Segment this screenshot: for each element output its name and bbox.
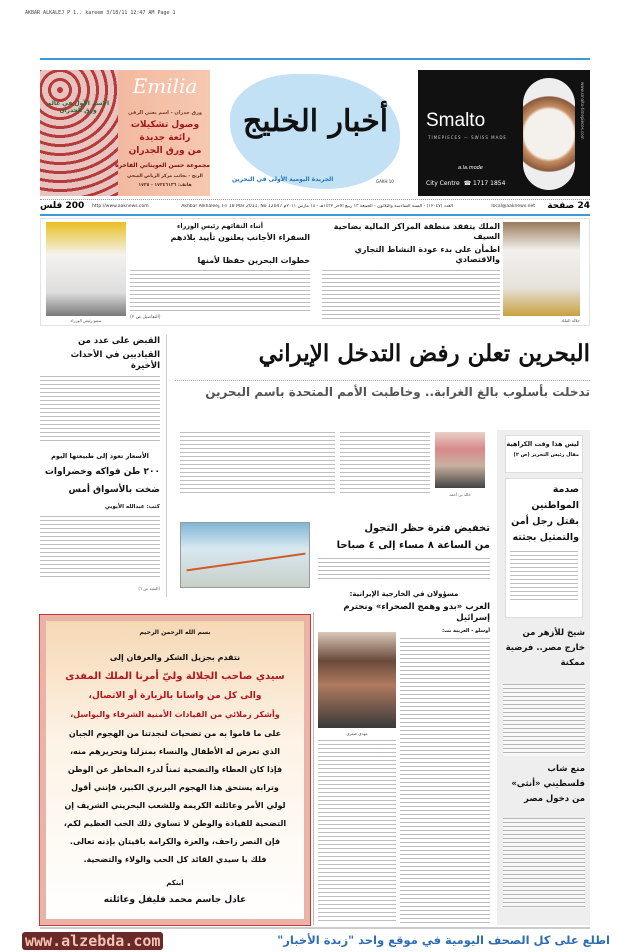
ad-line: سيدي صاحب الجلالة وليّ أمرنا الملك المفدى <box>65 671 285 682</box>
masthead <box>218 70 413 196</box>
curfew-map <box>180 522 310 588</box>
iran-story-text-2 <box>318 740 396 924</box>
minister-photo <box>435 432 485 488</box>
iran-kicker[interactable]: مسؤولان في الخارجية الإيرانية: <box>349 590 459 598</box>
top-rule <box>40 58 590 60</box>
ad-line: لولي الأمر وعائلته الكريمة وللشعب البحريني الشريف إن <box>64 801 286 810</box>
editorial-headline: ليس هذا وقت الكراهية <box>506 440 579 448</box>
safari-photo <box>318 632 396 728</box>
arrests-headline-2[interactable]: القياديين في الأحداث الأخيرة <box>70 350 160 371</box>
ad-line: رائعة جديدة <box>139 133 191 143</box>
route-line <box>186 553 305 572</box>
ad-line: وترابه يستحق هذا الهجوم البربري الكبير، فإنني أقول <box>71 783 279 792</box>
iran-story-text <box>400 638 490 924</box>
emilia-ad[interactable] <box>40 70 210 196</box>
story-dateline: أوسلو - العربية نت: <box>442 628 490 634</box>
dateline-bar <box>40 199 590 213</box>
website: http://www.aaknews.com <box>92 204 149 209</box>
photo-caption: خالد بن أحمد <box>449 492 471 497</box>
byline: كتب: عبدالله الأيوبي <box>104 504 160 510</box>
ad-line: نتقدم بجزيل الشكر والعرفان إلى <box>109 653 241 662</box>
column-divider <box>166 335 167 597</box>
iran-headline[interactable]: العرب «بدو وهمج الصحراء» ونحترم إسرائيل <box>343 602 490 623</box>
ad-line: الذي تعرض له الأطفال والنساء بمنزلنا وتحريرهم منه، <box>70 747 280 756</box>
curfew-headline-2[interactable]: من الساعة ٨ مساء إلى ٤ صباحا <box>336 540 490 551</box>
smalto-ad[interactable] <box>418 70 590 196</box>
email: local@aaknews.net <box>491 204 535 209</box>
banner-message: اطلع على كل الصحف اليومية في موقع واحد "زبدة الأخبار" <box>277 933 610 947</box>
ad-retailer: a.la.mode <box>458 165 483 171</box>
ad-side-text: الاسم الأول في عالم ورق الجدران <box>46 100 110 114</box>
pm-headline-2[interactable]: خطوات البحرين حفظا لأمنها <box>197 256 310 265</box>
continued-ref: (التفاصيل ص ٢) <box>130 315 161 320</box>
prices-headline[interactable]: ٢٠٠ طن فواكه وخضراوات <box>44 467 160 477</box>
ad-line: فإذا كان العطاء والتضحية ثمناً لدرء المخاطر عن الوطن <box>67 765 283 774</box>
photo-caption: مهدي صفري <box>346 731 368 736</box>
arrests-story-text <box>40 376 160 442</box>
main-headline[interactable]: البحرين تعلن رفض التدخل الإيراني <box>258 340 590 367</box>
ad-line: على ما قاموا به من تضحيات لنجدتنا من الهجوم الجبان <box>68 729 282 738</box>
masthead-tagline: الجريدة اليومية الأولى في البحرين <box>232 176 334 183</box>
ad-line: هاتف: ١٧٢٤٦١٣٦ - ١٧٢٥ <box>138 183 192 188</box>
pm-headline[interactable]: السفراء الأجانب يعلنون تأييد بلادهم <box>170 233 310 242</box>
signature-intro: ابنكم <box>166 879 184 887</box>
ad-line: من ورق الجدران <box>128 146 202 156</box>
ad-url: www.smalto-timepieces.com <box>580 82 585 140</box>
masthead-title: أخبار الخليج <box>242 104 389 139</box>
prices-kicker[interactable]: الأسعار تعود إلى طبيعتها اليوم <box>51 452 149 460</box>
main-story-text <box>340 432 430 495</box>
masthead-code: GAKH 10 <box>376 179 394 184</box>
watch-image <box>523 78 575 190</box>
main-subhead[interactable]: تدخلت بأسلوب بالغ الغرابة.. وخاطبت الأمم المتحدة باسم البحرين <box>175 380 590 400</box>
continued-ref: (البقية ص ٦) <box>138 586 160 591</box>
pm-photo <box>46 222 126 316</box>
story-box[interactable] <box>505 478 583 618</box>
editorial-ref: مقال رئيس التحرير (ص ٢) <box>513 452 579 458</box>
ad-brand: Emilia <box>132 74 198 98</box>
photo-caption: سمو رئيس الوزراء <box>70 318 102 323</box>
basmala: بسم الله الرحمن الرحيم <box>139 629 211 636</box>
palestinian-story-text <box>503 818 585 908</box>
ad-line: الزنج - بجانب مركز الرياض الصحي <box>127 174 203 179</box>
price: 200 فلس <box>40 201 85 211</box>
pm-kicker[interactable]: أثناء التقائهم رئيس الوزراء <box>177 222 263 230</box>
bottom-rule <box>40 927 590 929</box>
king-headline[interactable]: اطمأن على بدء عودة النشاط التجاري والاقتصادي <box>354 245 500 264</box>
ad-line: فلك يا سيدي القائد كل الحب والولاء والتضحية. <box>83 855 267 864</box>
azhar-headline[interactable]: شيخ للأزهر من خارج مصر.. فرضية ممكنة <box>505 628 585 668</box>
story-headline: صدمة المواطنين بقتل رجل أمن والتمثيل بجثته <box>511 484 579 543</box>
dateline-rule <box>40 214 590 216</box>
prices-headline-2[interactable]: ضخت بالأسواق أمس <box>68 485 160 495</box>
ad-line: وأشكر زملائي من القيادات الأمنية الشرفاء والبواسل، <box>70 710 280 719</box>
ad-line: وصول تشكيلات <box>130 120 200 130</box>
main-story-text-2 <box>180 432 335 495</box>
ad-line: التضحية للقيادة والوطن لا تساوي ذلك الحب العظيم لكم، <box>63 819 287 828</box>
ad-phone: ☎ 1717 1854 <box>463 180 506 187</box>
banner-url[interactable]: www.alzebda.com <box>22 932 163 950</box>
curfew-headline[interactable]: تخفيض فترة حظر التجول <box>364 523 490 534</box>
arrests-headline[interactable]: القبض على عدد من <box>77 336 160 346</box>
king-photo <box>503 222 580 316</box>
wallpaper-photo <box>40 70 118 196</box>
ad-line: ورق جدران - اسم يعني الرقي <box>128 110 202 116</box>
ad-brand: Smalto <box>426 110 486 131</box>
king-story-text <box>322 270 500 320</box>
ad-line: مجموعة حسن العويناتي الفاخرة <box>115 162 210 169</box>
print-slug: AKBAR ALKALEJ P 1.. kareem 3/18/11 12:47 AM Page 1 <box>25 10 176 16</box>
page-count: 24 صفحة <box>547 201 590 211</box>
signature: عادل جاسم محمد فليفل وعائلته <box>103 895 247 905</box>
promo-banner[interactable] <box>0 930 632 952</box>
pm-story-text <box>130 270 310 312</box>
photo-caption: جلالة الملك <box>561 318 580 323</box>
king-kicker[interactable]: الملك يتفقد منطقة المراكز المالية بضاحية السيف <box>333 222 500 241</box>
ad-line: فإن النصر زاحف، والعزة والكرامة باقيتان بإذنه تعالى. <box>69 837 281 846</box>
ad-store: City Centre <box>426 180 460 187</box>
curfew-story-text <box>318 558 490 582</box>
prices-story-text <box>40 516 160 580</box>
story-text <box>510 551 578 601</box>
thanks-ad[interactable] <box>40 615 310 925</box>
editorial-box[interactable] <box>505 435 583 473</box>
palestinian-headline[interactable]: منع شاب فلسطيني «أنثى» من دخول مصر <box>511 764 585 804</box>
ad-line: والى كل من واسانا بالزيارة أو الاتصال، <box>88 691 262 701</box>
column-divider <box>313 612 314 925</box>
issue-info: العدد (١٢٠٤٧) - السنة السادسة والثلاثون - الجمعة ١٣ ربيع الآخر ١٤٣٢هـ - ١٨ مارس ٢٠١١م Akhbar Alkhaleej, Fri 18 Mar 2011, No 12047 <box>181 204 453 209</box>
azhar-story-text <box>503 684 585 756</box>
ad-sub: TIMEPIECES — SWISS MADE <box>428 135 507 140</box>
